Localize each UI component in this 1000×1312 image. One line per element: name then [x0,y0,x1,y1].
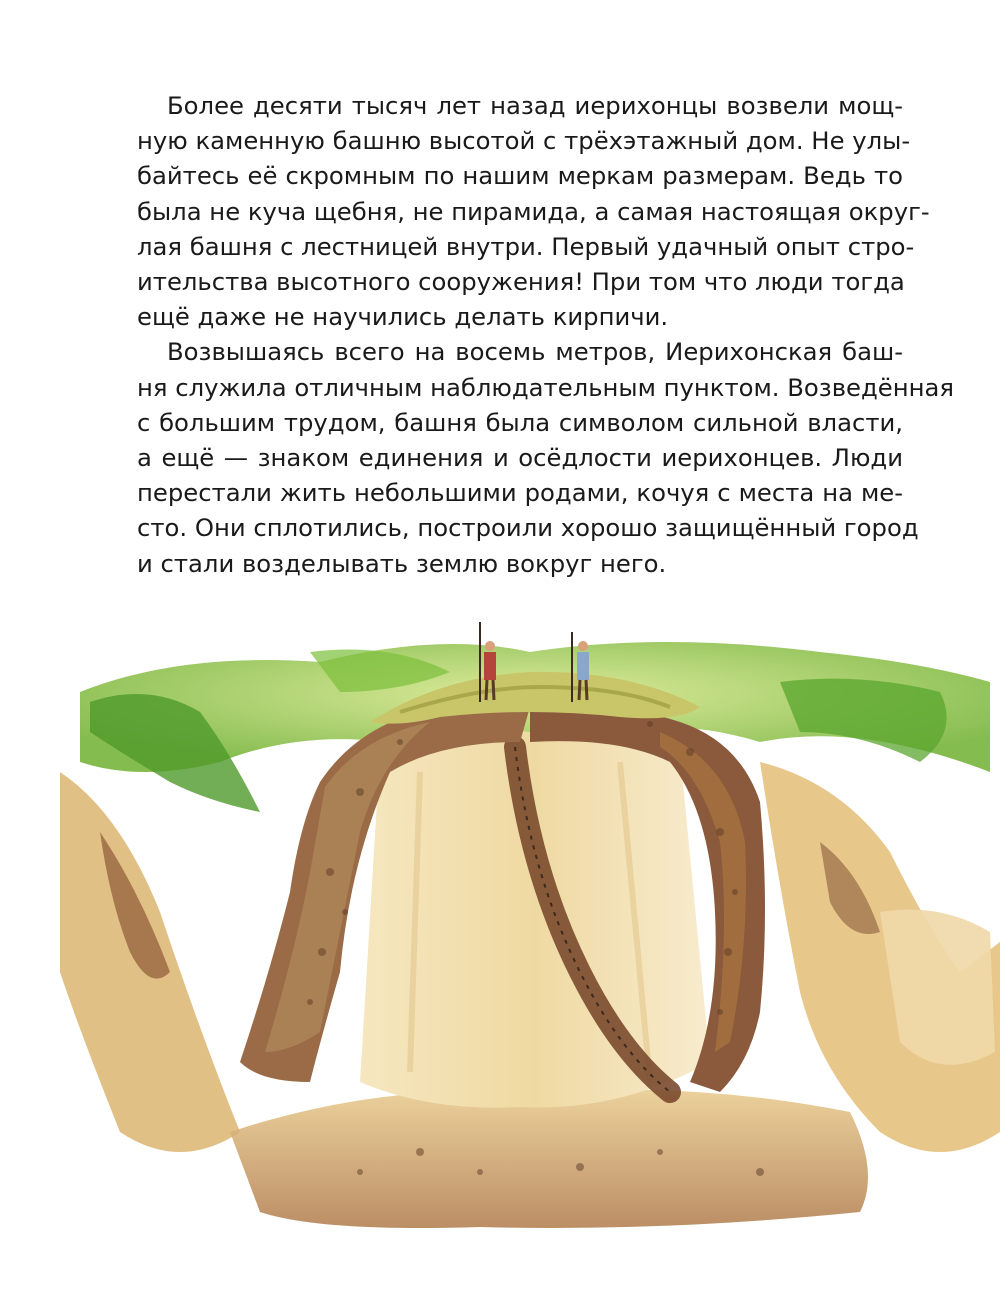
text-line: с большим трудом, башня была символом сильной власти, [137,407,903,437]
text-line: а ещё — знаком единения и осёдлости иерихонцев. Люди [137,443,903,473]
text-line: ную каменную башню высотой с трёхэтажный дом. Не улы- [137,126,911,156]
ground [230,1090,868,1229]
text-line: перестали жить небольшими родами, кочуя с места на ме- [137,478,903,508]
text-line: Более десяти тысяч лет назад иерихонцы возвели мощ- [167,91,903,120]
text-line: и стали возделывать землю вокруг него. [137,548,667,578]
text-line: лая башня с лестницей внутри. Первый удачный опыт стро- [137,231,915,261]
text-line: сто. Они сплотились, построили хорошо защищённый город [137,513,919,543]
paragraph-1 [137,88,930,334]
text-line: Возвышаясь всего на восемь метров, Иерихонская баш- [167,337,903,367]
tower-illustration [60,612,1000,1312]
paragraph-2 [137,334,954,580]
text-block [137,88,954,581]
text-line: ещё даже не научились делать кирпичи. [137,302,669,332]
text-line: ня служила отличным наблюдательным пунктом. Возведённая [137,372,954,402]
text-line: была не куча щебня, не пирамида, а самая настоящая округ- [137,196,930,226]
text-line: ительства высотного сооружения! При том что люди тогда [137,267,905,297]
text-line: байтесь её скромным по нашим меркам размерам. Ведь то [137,161,903,191]
